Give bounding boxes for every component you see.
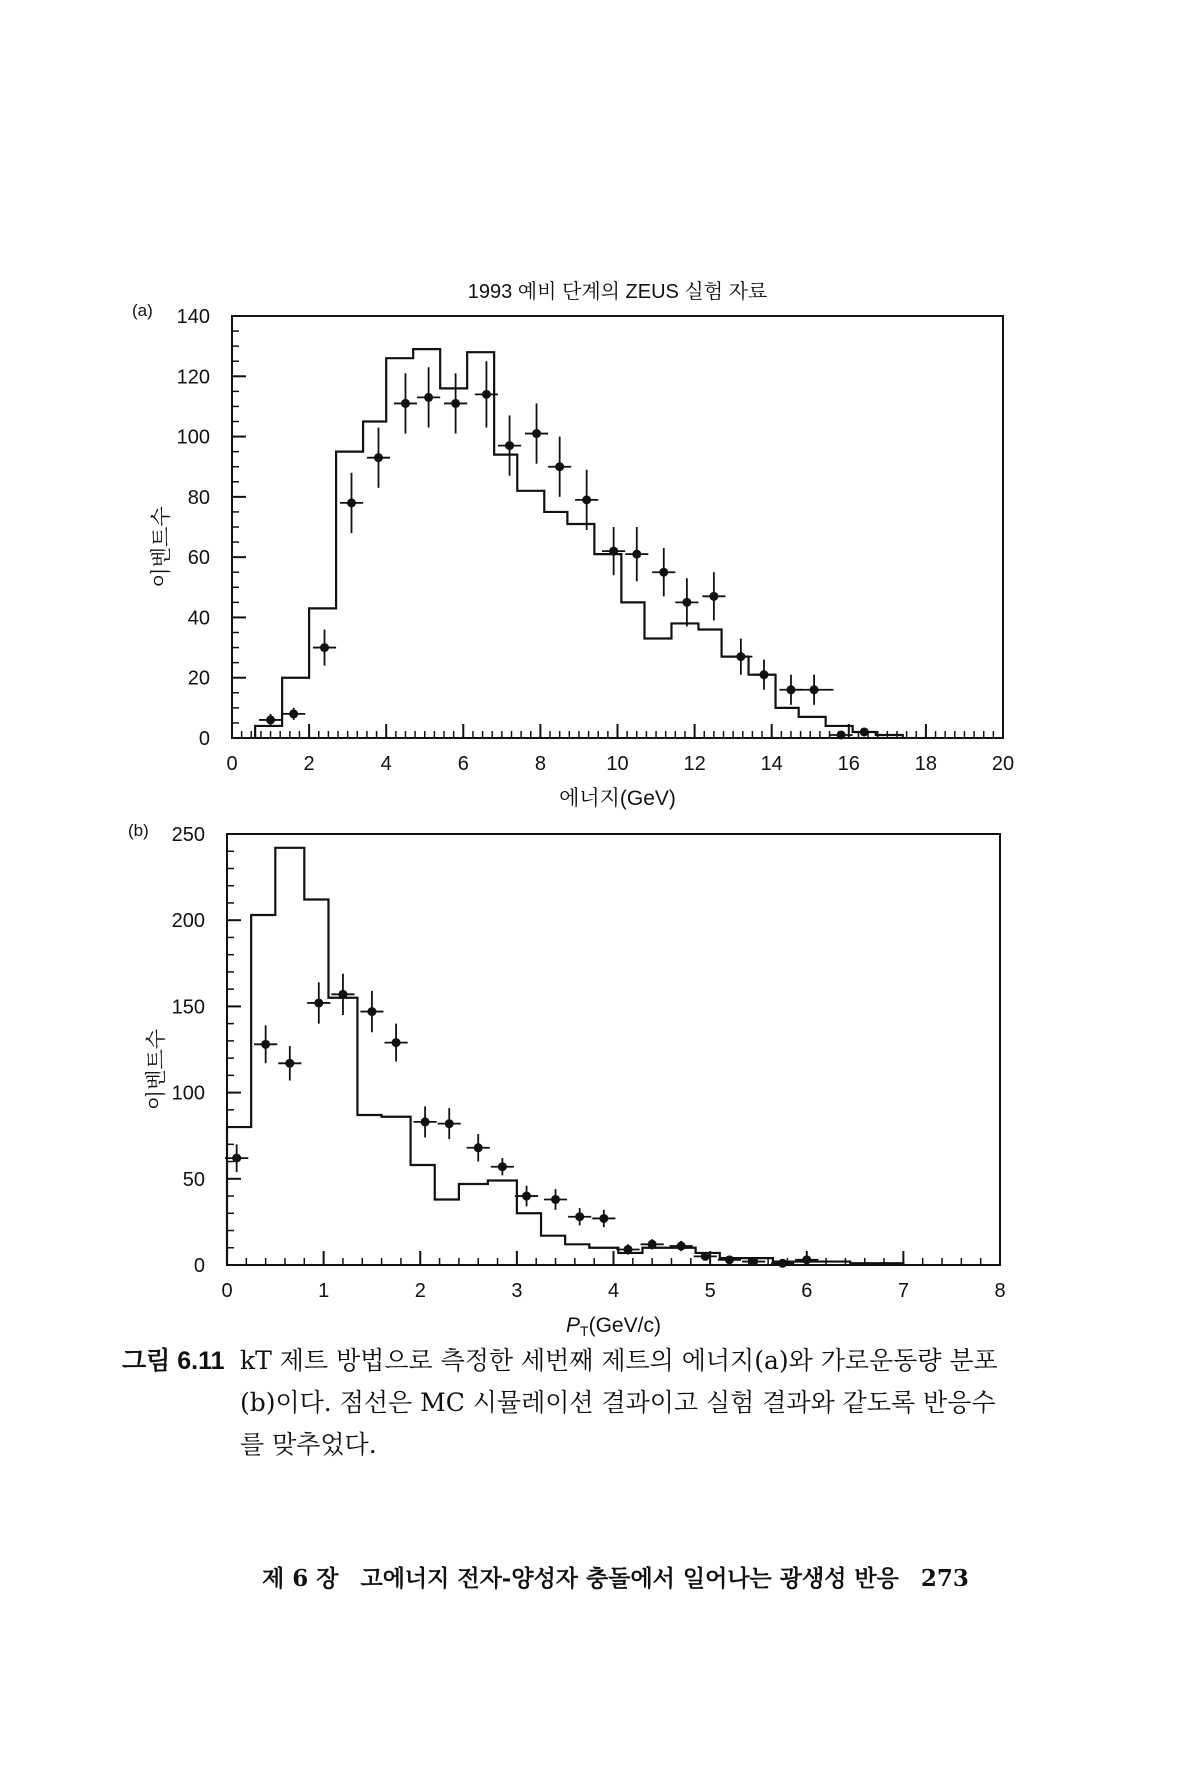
chart1-data-point bbox=[347, 498, 356, 507]
chart1-x-tick-label: 10 bbox=[606, 753, 629, 775]
chart1-data-point bbox=[532, 429, 541, 438]
chart1-data-point bbox=[582, 495, 591, 504]
chart1-data-point bbox=[736, 652, 745, 661]
chart1-data-point bbox=[632, 550, 641, 559]
chart2-data-point bbox=[677, 1242, 686, 1251]
chart1-data-point bbox=[860, 727, 869, 736]
chart2-data-point bbox=[232, 1154, 241, 1163]
chart2-data-point bbox=[261, 1040, 270, 1049]
caption-label: 그림 6.11 bbox=[122, 1347, 225, 1375]
chart1-y-tick-label: 100 bbox=[176, 426, 210, 449]
chart1-x-tick-label: 18 bbox=[914, 753, 938, 775]
chart2-x-tick-label: 0 bbox=[221, 1280, 233, 1302]
chart2-x-tick-label: 6 bbox=[801, 1280, 813, 1302]
chart2-data-point bbox=[338, 990, 347, 999]
caption-line-3: 를 맞추었다. bbox=[240, 1430, 377, 1459]
chart1-data-point bbox=[659, 568, 668, 577]
chart2-data-point bbox=[498, 1162, 507, 1171]
chart2-x-axis-label-var: P bbox=[566, 1314, 581, 1337]
chart2-data-point bbox=[802, 1255, 811, 1264]
chart2-data-point bbox=[599, 1214, 608, 1223]
footer-page-number: 273 bbox=[920, 1565, 969, 1592]
chart1-data-point bbox=[786, 685, 795, 694]
caption-line-1: kT 제트 방법으로 측정한 세번째 제트의 에너지(a)와 가로운동량 분포 bbox=[240, 1346, 998, 1375]
chart2-data-point bbox=[725, 1255, 734, 1264]
chart2-y-tick-label: 200 bbox=[171, 910, 205, 933]
chart1-x-tick-label: 8 bbox=[534, 753, 546, 775]
chart2-data-point bbox=[701, 1252, 710, 1261]
chart1-data-point bbox=[709, 592, 718, 601]
chart2-y-tick-label: 150 bbox=[171, 996, 205, 1019]
chart1-y-tick-label: 20 bbox=[187, 667, 210, 690]
chart2-x-tick-label: 8 bbox=[994, 1280, 1006, 1302]
footer-title: 고에너지 전자-양성자 충돌에서 일어나는 광생성 반응 bbox=[360, 1565, 899, 1592]
chart2-panel-label: (b) bbox=[128, 821, 149, 840]
chart2-x-tick-label: 7 bbox=[897, 1280, 909, 1302]
chart1-mc-histogram-line bbox=[255, 349, 903, 738]
chart1-x-axis-label: 에너지(GeV) bbox=[559, 787, 676, 810]
chart1-x-tick-label: 20 bbox=[991, 753, 1015, 775]
chart2-data-point bbox=[445, 1119, 454, 1128]
chart2-x-axis-label-sub: T bbox=[580, 1323, 589, 1339]
chart1-x-tick-label: 0 bbox=[226, 753, 238, 775]
chart1-title: 1993 예비 단계의 ZEUS 실험 자료 bbox=[467, 281, 768, 303]
chart2-x-tick-label: 4 bbox=[607, 1280, 620, 1302]
caption-line-2: (b)이다. 점선은 MC 시뮬레이션 결과이고 실험 결과와 같도록 반응수 bbox=[240, 1388, 996, 1417]
chart2-x-tick-label: 2 bbox=[414, 1280, 426, 1302]
chart2-data-point bbox=[314, 998, 323, 1007]
chart1-data-point bbox=[682, 598, 691, 607]
caption-body bbox=[240, 1340, 1020, 1466]
chart1-y-tick-label: 40 bbox=[187, 607, 210, 630]
chart2-x-axis-label-units: (GeV/c) bbox=[588, 1314, 661, 1337]
chart2-y-tick-label: 100 bbox=[171, 1082, 205, 1105]
chart1-x-tick-label: 14 bbox=[760, 753, 783, 775]
chart2-data-point bbox=[648, 1240, 657, 1249]
chart2-data-point bbox=[392, 1038, 401, 1047]
chart1-data-point bbox=[320, 643, 329, 652]
chart1-data-point bbox=[424, 393, 433, 402]
chart1-x-tick-label: 6 bbox=[457, 753, 469, 775]
chart1-data-point bbox=[451, 399, 460, 408]
chart1-data-point bbox=[401, 399, 410, 408]
chart1-panel-label: (a) bbox=[132, 301, 153, 320]
chart1-x-tick-label: 16 bbox=[837, 753, 860, 775]
chart2-plot-frame bbox=[227, 834, 1000, 1265]
chart2-y-axis-label: 이벤트수 bbox=[145, 1028, 168, 1111]
chart1-y-axis-label: 이벤트수 bbox=[150, 506, 173, 588]
chart2-data-point bbox=[778, 1259, 787, 1268]
page-footer bbox=[262, 1560, 983, 1593]
chart1-data-point bbox=[289, 709, 298, 718]
chart1-x-tick-label: 2 bbox=[303, 753, 315, 775]
chart2-y-tick-label: 50 bbox=[182, 1168, 205, 1191]
chart2-x-tick-label: 1 bbox=[318, 1280, 330, 1302]
chart1-data-point bbox=[555, 462, 564, 471]
chart2-data-point bbox=[474, 1143, 483, 1152]
chart2-data-point bbox=[575, 1212, 584, 1221]
chart2-data-point bbox=[285, 1059, 294, 1068]
chart2-data-point bbox=[749, 1257, 758, 1266]
chart1-x-tick-label: 12 bbox=[683, 753, 706, 775]
chart1-data-point bbox=[759, 670, 768, 679]
chart2-x-axis-label bbox=[566, 1314, 661, 1339]
chart2-x-tick-label: 5 bbox=[704, 1280, 716, 1302]
chart1-y-tick-label: 60 bbox=[187, 547, 210, 570]
chart1-y-tick-label: 120 bbox=[176, 366, 210, 389]
chart1-data-point bbox=[482, 390, 491, 399]
chart1-plot-frame bbox=[232, 316, 1003, 738]
chart2-x-tick-label: 3 bbox=[511, 1280, 523, 1302]
chart2-data-point bbox=[367, 1007, 376, 1016]
chart1-data-point bbox=[505, 441, 514, 450]
chart1-data-point bbox=[810, 685, 819, 694]
chart1-data-point bbox=[837, 730, 846, 739]
chart1-data-point bbox=[609, 547, 618, 556]
chart2-y-tick-label: 0 bbox=[193, 1255, 205, 1277]
chart2-data-point bbox=[551, 1195, 560, 1204]
chart1-y-tick-label: 0 bbox=[198, 728, 210, 750]
footer-chapter: 제 6 장 bbox=[262, 1565, 339, 1592]
chart1-data-point bbox=[374, 453, 383, 462]
chart1-y-tick-label: 140 bbox=[176, 306, 210, 328]
chart2-data-point bbox=[421, 1117, 430, 1126]
chart2-data-point bbox=[522, 1192, 531, 1201]
chart2-mc-histogram-line bbox=[227, 848, 903, 1265]
chart2-data-point bbox=[623, 1245, 632, 1254]
chart1-data-point bbox=[266, 715, 275, 724]
chart2-y-tick-label: 250 bbox=[171, 824, 205, 846]
chart1-y-tick-label: 80 bbox=[187, 486, 210, 509]
chart1-x-tick-label: 4 bbox=[380, 753, 392, 775]
